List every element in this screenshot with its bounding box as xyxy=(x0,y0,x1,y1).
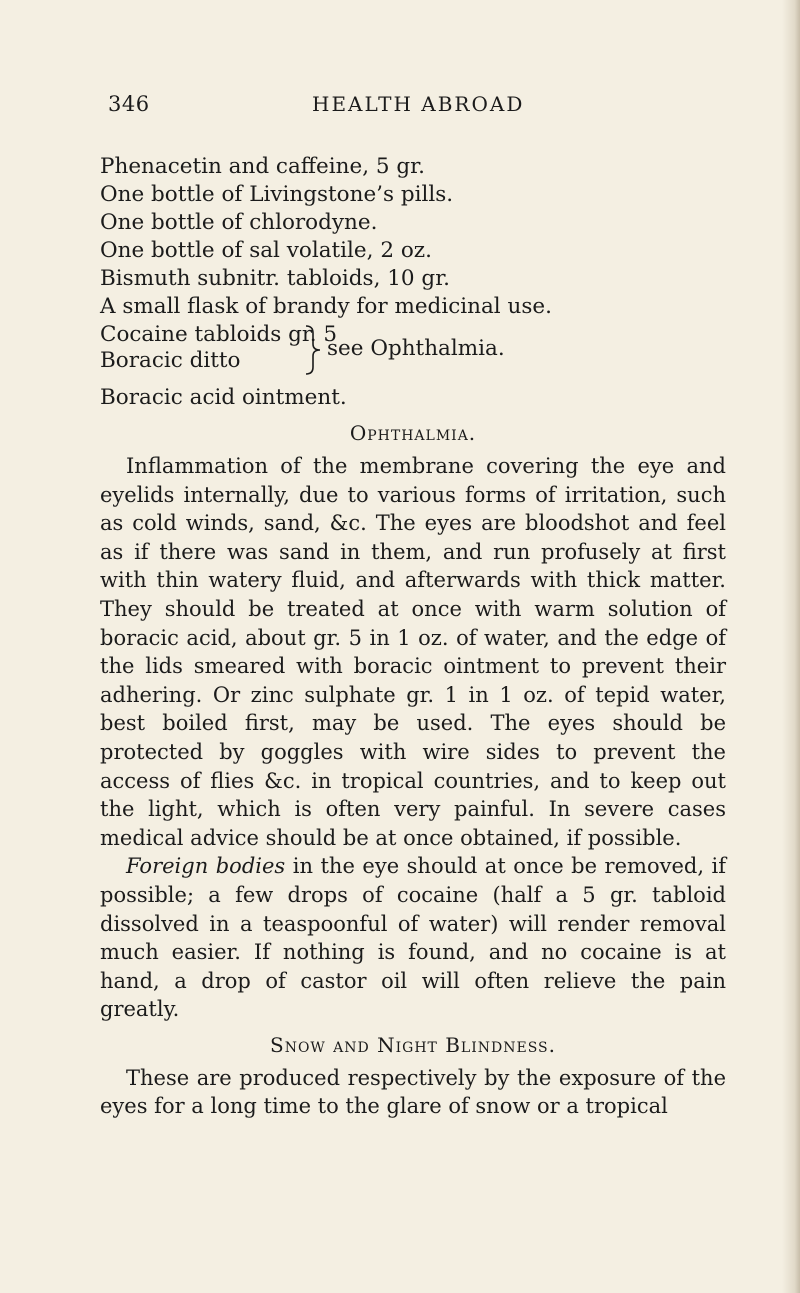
page-header xyxy=(0,92,800,122)
list-item: A small flask of brandy for medicinal use. xyxy=(100,294,552,319)
medicine-list xyxy=(100,153,726,412)
paragraph-snow-blindness: These are produced respectively by the exposure of the eyes for a long time to the glare of snow or a tropical xyxy=(100,1065,726,1119)
page-body xyxy=(100,153,726,1121)
foreign-bodies-term: Foreign bodies xyxy=(126,854,286,879)
paragraph-foreign-bodies xyxy=(100,852,726,1024)
page-edge-shadow xyxy=(782,0,800,1293)
brace-group xyxy=(100,322,726,384)
section-heading-ophthalmia: Ophthalmia. xyxy=(349,421,477,445)
brace-group-items xyxy=(100,322,338,374)
brace-target-reference: see Ophthalmia. xyxy=(327,336,505,361)
section-heading-snow-blindness: Snow and Night Blindness. xyxy=(270,1032,556,1057)
list-item: One bottle of Livingstone’s pills. xyxy=(100,182,454,207)
running-head: HEALTH ABROAD xyxy=(312,92,525,116)
page-number: 346 xyxy=(108,92,150,116)
list-item: Bismuth subnitr. tabloids, 10 gr. xyxy=(100,266,450,291)
brace-item-boracic: Boracic ditto xyxy=(100,348,241,373)
brace-item-cocaine: Cocaine tabloids gr. 5 xyxy=(100,322,338,347)
list-item: Boracic acid ointment. xyxy=(100,385,347,410)
list-item: One bottle of sal volatile, 2 oz. xyxy=(100,238,432,263)
right-brace-icon xyxy=(304,324,322,376)
foreign-bodies-text: in the eye should at once be removed, if possible; a few drops of cocaine (half a 5 gr. tabloid dissolved in a teaspoonful of water) will render removal much easier. If nothing is found, and no cocaine is at hand, a drop of castor oil will often relieve the pain greatly. xyxy=(100,854,727,1022)
paragraph-ophthalmia: Inflammation of the membrane covering the eye and eyelids internally, due to various forms of irritation, such as cold winds, sand, &c. The eyes are bloodshot and feel as if there was sand in them, and run profusely at first with thin watery fluid, and afterwards with thick matter. They should be treated at once with warm solution of boracic acid, about gr. 5 in 1 oz. of water, and the edge of the lids smeared with boracic ointment to prevent their adhering. Or zinc sulphate gr. 1 in 1 oz. of tepid water, best boiled first, may be used. The eyes should be protected by goggles with wire sides to prevent the access of flies &c. in tropical countries, and to keep out the light, which is often very painful. In severe cases medical advice should be at once obtained, if possible. xyxy=(100,454,726,850)
list-item: Phenacetin and caffeine, 5 gr. xyxy=(100,154,425,179)
list-item: One bottle of chlorodyne. xyxy=(100,210,378,235)
